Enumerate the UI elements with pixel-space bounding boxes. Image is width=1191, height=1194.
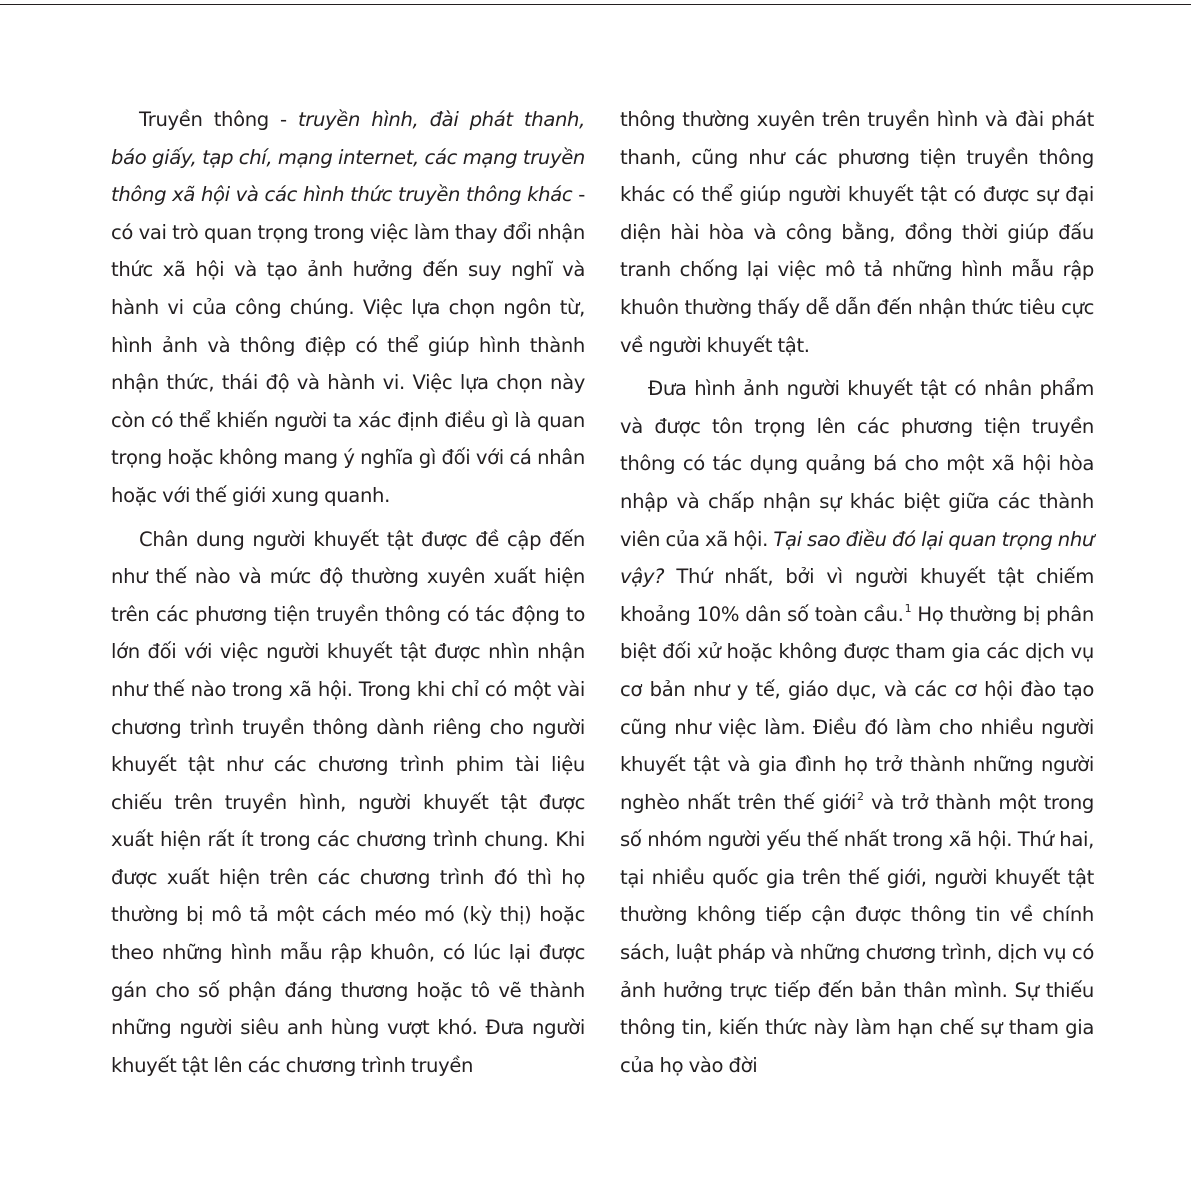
paragraph-2-lead: Đưa hình ảnh người khuyết tật có nhân phẩm và được tôn trọng lên các phương tiện truyền thông có tác dụng quảng bá cho một xã hội hòa nhập và chấp nhận sự khác biệt giữa các thành viên của xã hội. xyxy=(620,377,1094,551)
left-column xyxy=(111,101,585,1090)
paragraph-1-lead: Truyền thông - xyxy=(139,108,298,131)
right-paragraph-2 xyxy=(620,370,1094,1084)
top-rule xyxy=(0,4,1191,5)
left-paragraph-1 xyxy=(111,101,585,515)
right-column xyxy=(620,101,1094,1090)
left-paragraph-2: Chân dung người khuyết tật được đề cập đến như thế nào và mức độ thường xuyên xuất hiện trên các phương tiện truyền thông có tác động to lớn đối với việc người khuyết tật được nhìn nhận như thế nào trong xã hội. Trong khi chỉ có một vài chương trình truyền thông dành riêng cho người khuyết tật như các chương trình phim tài liệu chiếu trên truyền hình, người khuyết tật được xuất hiện rất ít trong các chương trình chung. Khi được xuất hiện trên các chương trình đó thì họ thường bị mô tả một cách méo mó (kỳ thị) hoặc theo những hình mẫu rập khuôn, có lúc lại được gán cho số phận đáng thương hoặc tô vẽ thành những người siêu anh hùng vượt khó. Đưa người khuyết tật lên các chương trình truyền xyxy=(111,527,585,1077)
media-list-italic: truyền hình, đài phát thanh, báo giấy, tạp chí, mạng internet, các mạng truyền thông xã hội và các hình thức truyền thông khác xyxy=(111,108,585,207)
paragraph-1-body: - có vai trò quan trọng trong việc làm thay đổi nhận thức xã hội và tạo ảnh hưởng đến suy nghĩ và hành vi của công chúng. Việc lựa chọn ngôn từ, hình ảnh và thông điệp có thể giúp hình thành nhận thức, thái độ và hành vi. Việc lựa chọn này còn có thể khiến người ta xác định điều gì là quan trọng hoặc không mang ý nghĩa gì đối với cá nhân hoặc với thế giới xung quanh. xyxy=(111,183,585,507)
paragraph-2-body-b: Họ thường bị phân biệt đối xử hoặc không được tham gia các dịch vụ cơ bản như y tế, giáo dục, và các cơ hội đào tạo cũng như việc làm. Điều đó làm cho nhiều người khuyết tật và gia đình họ trở thành những người nghèo nhất trên thế giới xyxy=(620,602,1094,814)
footnote-ref-1: 1 xyxy=(904,601,912,615)
paragraph-2-body-c: và trở thành một trong số nhóm người yếu thế nhất trong xã hội. Thứ hai, tại nhiều quốc gia trên thế giới, người khuyết tật thường không tiếp cận được thông tin về chính sách, luật pháp và những chương trình, dịch vụ có ảnh hưởng trực tiếp đến bản thân mình. Sự thiếu thông tin, kiến thức này làm hạn chế sự tham gia của họ vào đời xyxy=(620,790,1094,1077)
paragraph-2-body-a: Thứ nhất, bởi vì người khuyết tật chiếm khoảng 10% dân số toàn cầu. xyxy=(620,565,1094,626)
right-paragraph-1: thông thường xuyên trên truyền hình và đài phát thanh, cũng như các phương tiện truyền thông khác có thể giúp người khuyết tật có được sự đại diện hài hòa và công bằng, đồng thời giúp đấu tranh chống lại việc mô tả những hình mẫu rập khuôn thường thấy dễ dẫn đến nhận thức tiêu cực về người khuyết tật. xyxy=(620,108,1094,357)
question-italic: Tại sao điều đó lại quan trọng như vậy? xyxy=(620,527,1094,589)
footnote-ref-2: 2 xyxy=(857,789,864,803)
